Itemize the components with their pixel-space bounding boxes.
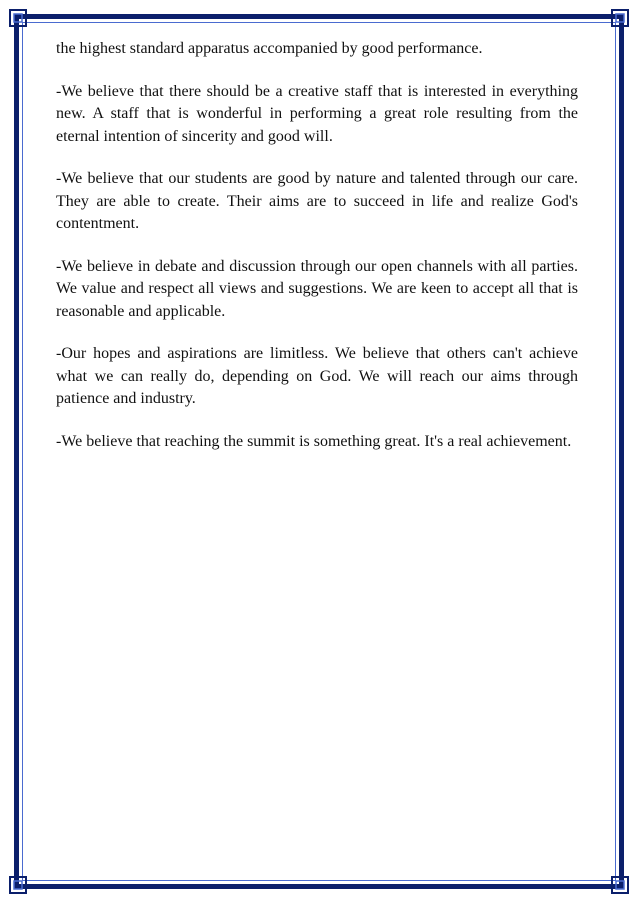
paragraph: -We believe that reaching the summit is something great. It's a real achievement. xyxy=(56,432,572,450)
paragraph: the highest standard apparatus accompanied by good performance. xyxy=(56,40,483,57)
paragraph: -We believe that there should be a creative staff that is interested in everything new. A staff that is wonderful in performing a great role resulting from the eternal intention of sincerity and good will. xyxy=(56,82,578,145)
corner-ornament-icon xyxy=(611,9,629,27)
paragraph: -Our hopes and aspirations are limitless. We believe that others can't achieve what we can really do, depending on God. We will reach our aims through patience and industry. xyxy=(56,345,578,407)
corner-ornament-icon xyxy=(9,9,27,27)
corner-ornament-icon xyxy=(611,876,629,894)
paragraph: -We believe that our students are good by nature and talented through our care. They are able to create. Their aims are to succeed in life and realize God's contentment. xyxy=(56,170,578,232)
paragraph: -We believe in debate and discussion through our open channels with all parties. We value and respect all views and suggestions. We are keen to accept all that is reasonable and applicable. xyxy=(56,257,578,320)
document-body xyxy=(56,38,578,473)
corner-ornament-icon xyxy=(9,876,27,894)
